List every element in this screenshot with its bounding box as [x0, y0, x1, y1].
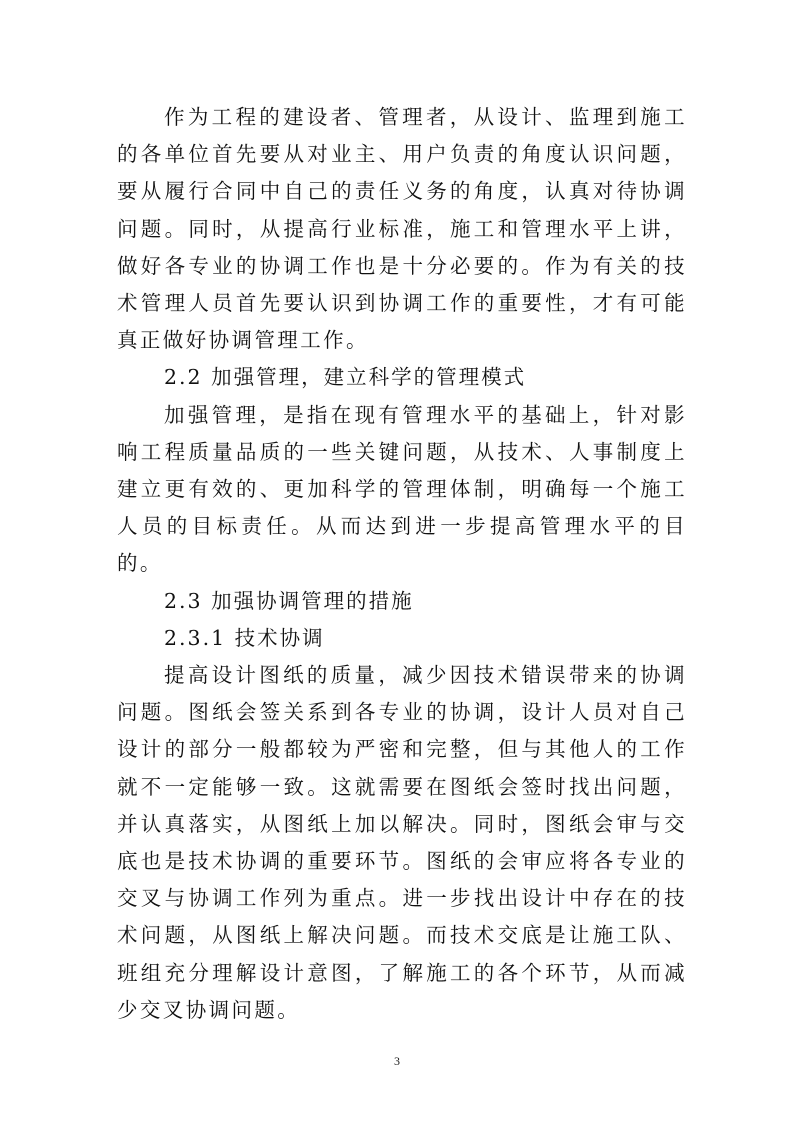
body-paragraph: 提高设计图纸的质量，减少因技术错误带来的协调问题。图纸会签关系到各专业的协调，设计人员对自己设计的部分一般都较为严密和完整，但与其他人的工作就不一定能够一致。这就需要在图纸会签时找出问题，并认真落实，从图纸上加以解决。同时，图纸会审与交底也是技术协调的重要环节。图纸的会审应将各专业的交叉与协调工作列为重点。进一步找出设计中存在的技术问题，从图纸上解决问题。而技术交底是让施工队、班组充分理解设计意图，了解施工的各个环节，从而减少交叉协调问题。	[117, 663, 687, 1022]
document-body	[117, 99, 687, 1029]
body-paragraph: 作为工程的建设者、管理者，从设计、监理到施工的各单位首先要从对业主、用户负责的角度认识问题，要从履行合同中自己的责任义务的角度，认真对待协调问题。同时，从提高行业标准，施工和管理水平上讲，做好各专业的协调工作也是十分必要的。作为有关的技术管理人员首先要认识到协调工作的重要性，才有可能真正做好协调管理工作。	[117, 105, 687, 353]
page-number: 3	[394, 1054, 400, 1068]
section-heading: 2.3 加强协调管理的措施	[164, 588, 414, 613]
section-heading: 2.2 加强管理，建立科学的管理模式	[164, 365, 527, 390]
body-paragraph: 加强管理，是指在现有管理水平的基础上，针对影响工程质量品质的一些关键问题，从技术、人事制度上建立更有效的、更加科学的管理体制，明确每一个施工人员的目标责任。从而达到进一步提高管理水平的目的。	[117, 402, 687, 576]
subsection-heading: 2.3.1 技术协调	[164, 625, 325, 650]
